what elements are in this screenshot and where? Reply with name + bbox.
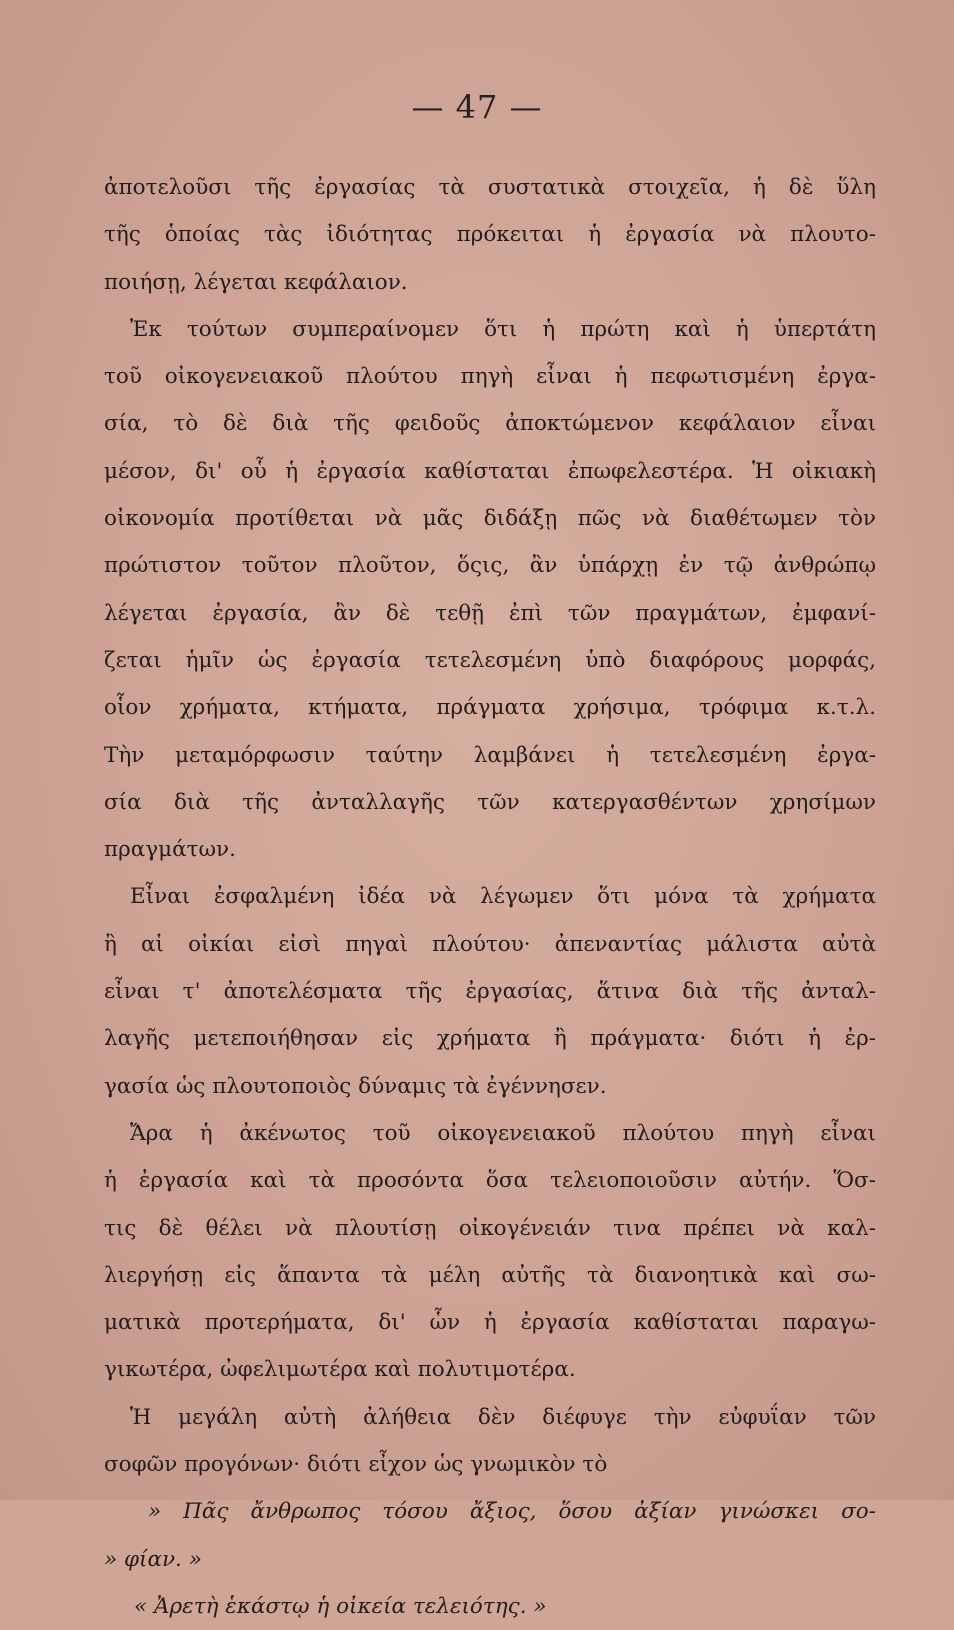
text-line: ματικὰ προτερήματα, δι' ὧν ἡ ἐργασία καθίσταται παραγω- <box>104 1310 876 1336</box>
text-line: τῆς ὁποίας τὰς ἰδιότητας πρόκειται ἡ ἐργασία νὰ πλουτο- <box>104 222 876 248</box>
page-number: — 47 — <box>411 88 543 126</box>
text-line: πρώτιστον τοῦτον πλοῦτον, ὅςις, ἂν ὑπάρχῃ ἐν τῷ ἀνθρώπῳ <box>104 553 876 579</box>
text-line: οἰκονομία προτίθεται νὰ μᾶς διδάξῃ πῶς νὰ διαθέτωμεν τὸν <box>104 506 876 532</box>
text-line: ποιήσῃ, λέγεται κεφάλαιον. <box>104 269 408 295</box>
quote-line <box>104 1536 876 1583</box>
text-line: ἀποτελοῦσι τῆς ἐργασίας τὰ συστατικὰ στοιχεῖα, ἡ δὲ ὕλη <box>104 175 876 200</box>
text-line: σία διὰ τῆς ἀνταλλαγῆς τῶν κατεργασθέντων χρησίμων <box>104 789 876 815</box>
text-line: Τὴν μεταμόρφωσιν ταύτην λαμβάνει ἡ τετελεσμένη ἐργα- <box>104 742 876 768</box>
text-line: πραγμάτων. <box>104 837 236 863</box>
text-line: Ἡ μεγάλη αὐτὴ ἀλήθεια δὲν διέφυγε τὴν εὐφυΐαν τῶν <box>130 1404 876 1430</box>
text-line: λέγεται ἐργασία, ἂν δὲ τεθῇ ἐπὶ τῶν πραγμάτων, ἐμφανί- <box>104 600 876 626</box>
text-line: σοφῶν προγόνων· διότι εἶχον ὡς γνωμικὸν τὸ <box>104 1452 608 1478</box>
quote-text: » φίαν. » <box>104 1546 202 1572</box>
text-line: ζεται ἡμῖν ὡς ἐργασία τετελεσμένη ὑπὸ διαφόρους μορφάς, <box>104 647 876 673</box>
text-line: λιεργήσῃ εἰς ἅπαντα τὰ μέλη αὐτῆς τὰ διανοητικὰ καὶ σω- <box>104 1262 876 1288</box>
text-line: λαγῆς μετεποιήθησαν εἰς χρήματα ἢ πράγματα· διότι ἡ ἐρ- <box>104 1026 876 1052</box>
text-line: σία, τὸ δὲ διὰ τῆς φειδοῦς ἀποκτώμενον κεφάλαιον εἶναι <box>104 411 876 437</box>
text-line: Ἐκ τούτων συμπεραίνομεν ὅτι ἡ πρώτη καὶ ἡ ὑπερτάτη <box>130 316 876 342</box>
quote-text: « Ἀρετὴ ἑκάστῳ ἡ οἰκεία τελειότης. » <box>134 1593 547 1619</box>
text-line: ἡ ἐργασία καὶ τὰ προσόντα ὅσα τελειοποιοῦσιν αὐτήν. Ὅσ- <box>104 1168 876 1194</box>
quote-line <box>104 1583 876 1630</box>
quote-line <box>104 1488 876 1535</box>
text-line: τοῦ οἰκογενειακοῦ πλούτου πηγὴ εἶναι ἡ πεφωτισμένη ἐργα- <box>104 364 876 390</box>
body-text <box>104 164 876 1630</box>
text-line: Εἶναι ἐσφαλμένη ἰδέα νὰ λέγωμεν ὅτι μόνα τὰ χρήματα <box>130 884 876 910</box>
text-line: γικωτέρα, ὠφελιμωτέρα καὶ πολυτιμοτέρα. <box>104 1357 576 1383</box>
text-line: μέσον, δι' οὗ ἡ ἐργασία καθίσταται ἐπωφελεστέρα. Ἡ οἰκιακὴ <box>104 458 876 484</box>
text-line: οἷον χρήματα, κτήματα, πράγματα χρήσιμα, τρόφιμα κ.τ.λ. <box>104 695 876 721</box>
quote-text: » Πᾶς ἄνθρωπος τόσου ἄξιος, ὅσου ἀξίαν γινώσκει σο- <box>148 1499 876 1525</box>
text-line: εἶναι τ' ἀποτελέσματα τῆς ἐργασίας, ἅτινα διὰ τῆς ἀνταλ- <box>104 979 876 1005</box>
text-line: γασία ὡς πλουτοποιὸς δύναμις τὰ ἐγέννησεν. <box>104 1073 607 1099</box>
text-line: Ἄρα ἡ ἀκένωτος τοῦ οἰκογενειακοῦ πλούτου πηγὴ εἶναι <box>130 1120 876 1146</box>
text-line: ἢ αἱ οἰκίαι εἰσὶ πηγαὶ πλούτου· ἀπεναντίας μάλιστα αὐτὰ <box>104 931 876 957</box>
text-line: τις δὲ θέλει νὰ πλουτίσῃ οἰκογένειάν τινα πρέπει νὰ καλ- <box>104 1215 876 1241</box>
